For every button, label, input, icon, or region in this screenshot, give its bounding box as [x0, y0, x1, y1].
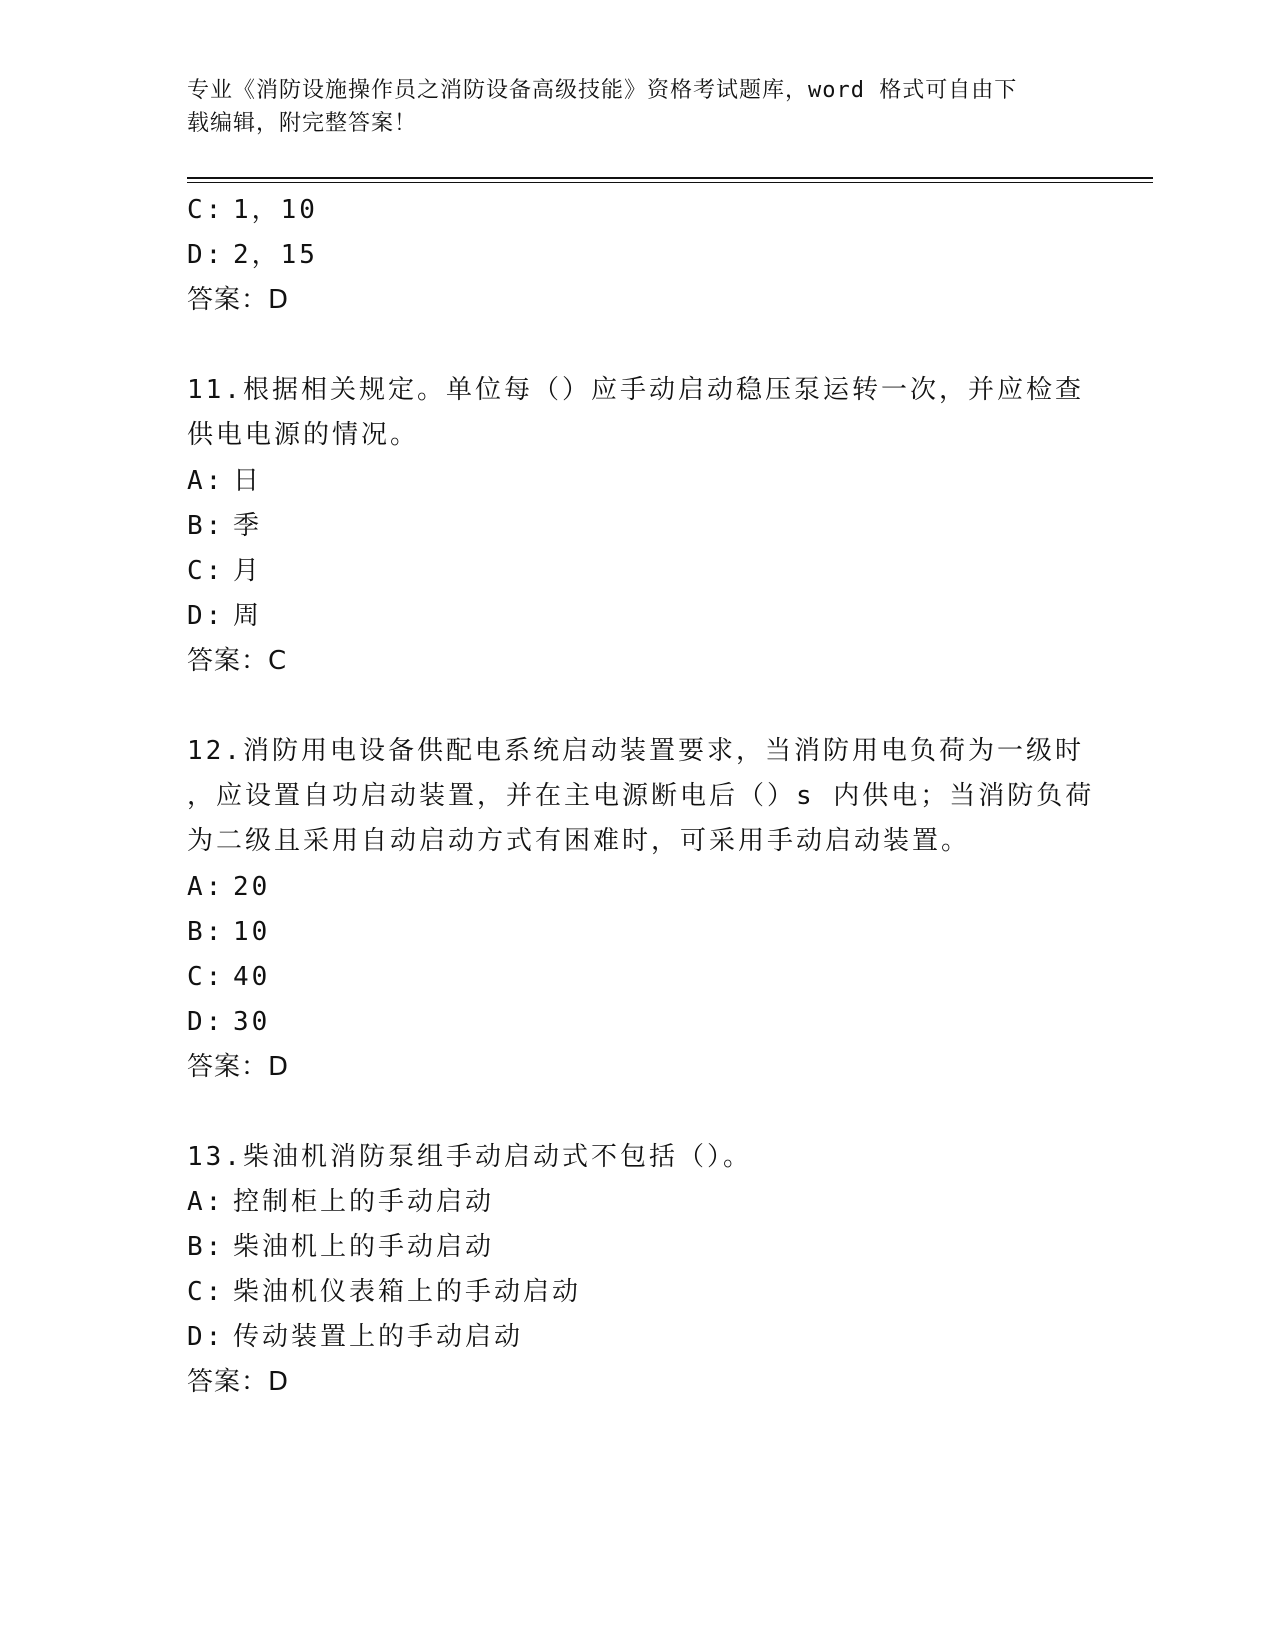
option-b: B: 柴油机上的手动启动	[187, 1232, 495, 1262]
option-c: C: 40	[187, 962, 271, 992]
option-a: A: 控制柜上的手动启动	[187, 1187, 495, 1217]
answer-line: 答案：D	[187, 285, 290, 315]
option-d: D: 2，15	[187, 240, 318, 270]
question-stem-line: 供电电源的情况。	[187, 420, 420, 450]
option-c: C: 柴油机仪表箱上的手动启动	[187, 1277, 582, 1307]
question-stem-line: ，应设置自功启动装置，并在主电源断电后（）s 内供电；当消防负荷	[187, 781, 1095, 811]
option-a: A: 日	[187, 466, 263, 496]
question-stem-line: 13.柴油机消防泵组手动启动式不包括（）。	[187, 1142, 752, 1172]
question-stem-line: 12.消防用电设备供配电系统启动装置要求，当消防用电负荷为一级时	[187, 736, 1084, 766]
option-b: B: 季	[187, 511, 263, 541]
question-stem-line: 为二级且采用自动启动方式有困难时，可采用手动启动装置。	[187, 826, 971, 856]
option-d: D: 传动装置上的手动启动	[187, 1322, 524, 1352]
option-a: A: 20	[187, 872, 271, 902]
header-divider-thin	[187, 182, 1153, 183]
option-d: D: 周	[187, 601, 263, 631]
answer-line: 答案：D	[187, 1052, 290, 1082]
question-stem-line: 11.根据相关规定。单位每（）应手动启动稳压泵运转一次，并应检查	[187, 375, 1084, 405]
option-c: C: 1，10	[187, 195, 318, 225]
option-b: B: 10	[187, 917, 271, 947]
header-divider-thick	[187, 177, 1153, 179]
answer-line: 答案：C	[187, 646, 288, 676]
header-line-1: 专业《消防设施操作员之消防设备高级技能》资格考试题库，word 格式可自由下	[187, 78, 1018, 103]
header-line-2: 载编辑，附完整答案！	[187, 111, 418, 136]
answer-line: 答案：D	[187, 1367, 290, 1397]
option-d: D: 30	[187, 1007, 271, 1037]
document-header	[187, 74, 1067, 140]
option-c: C: 月	[187, 556, 263, 586]
